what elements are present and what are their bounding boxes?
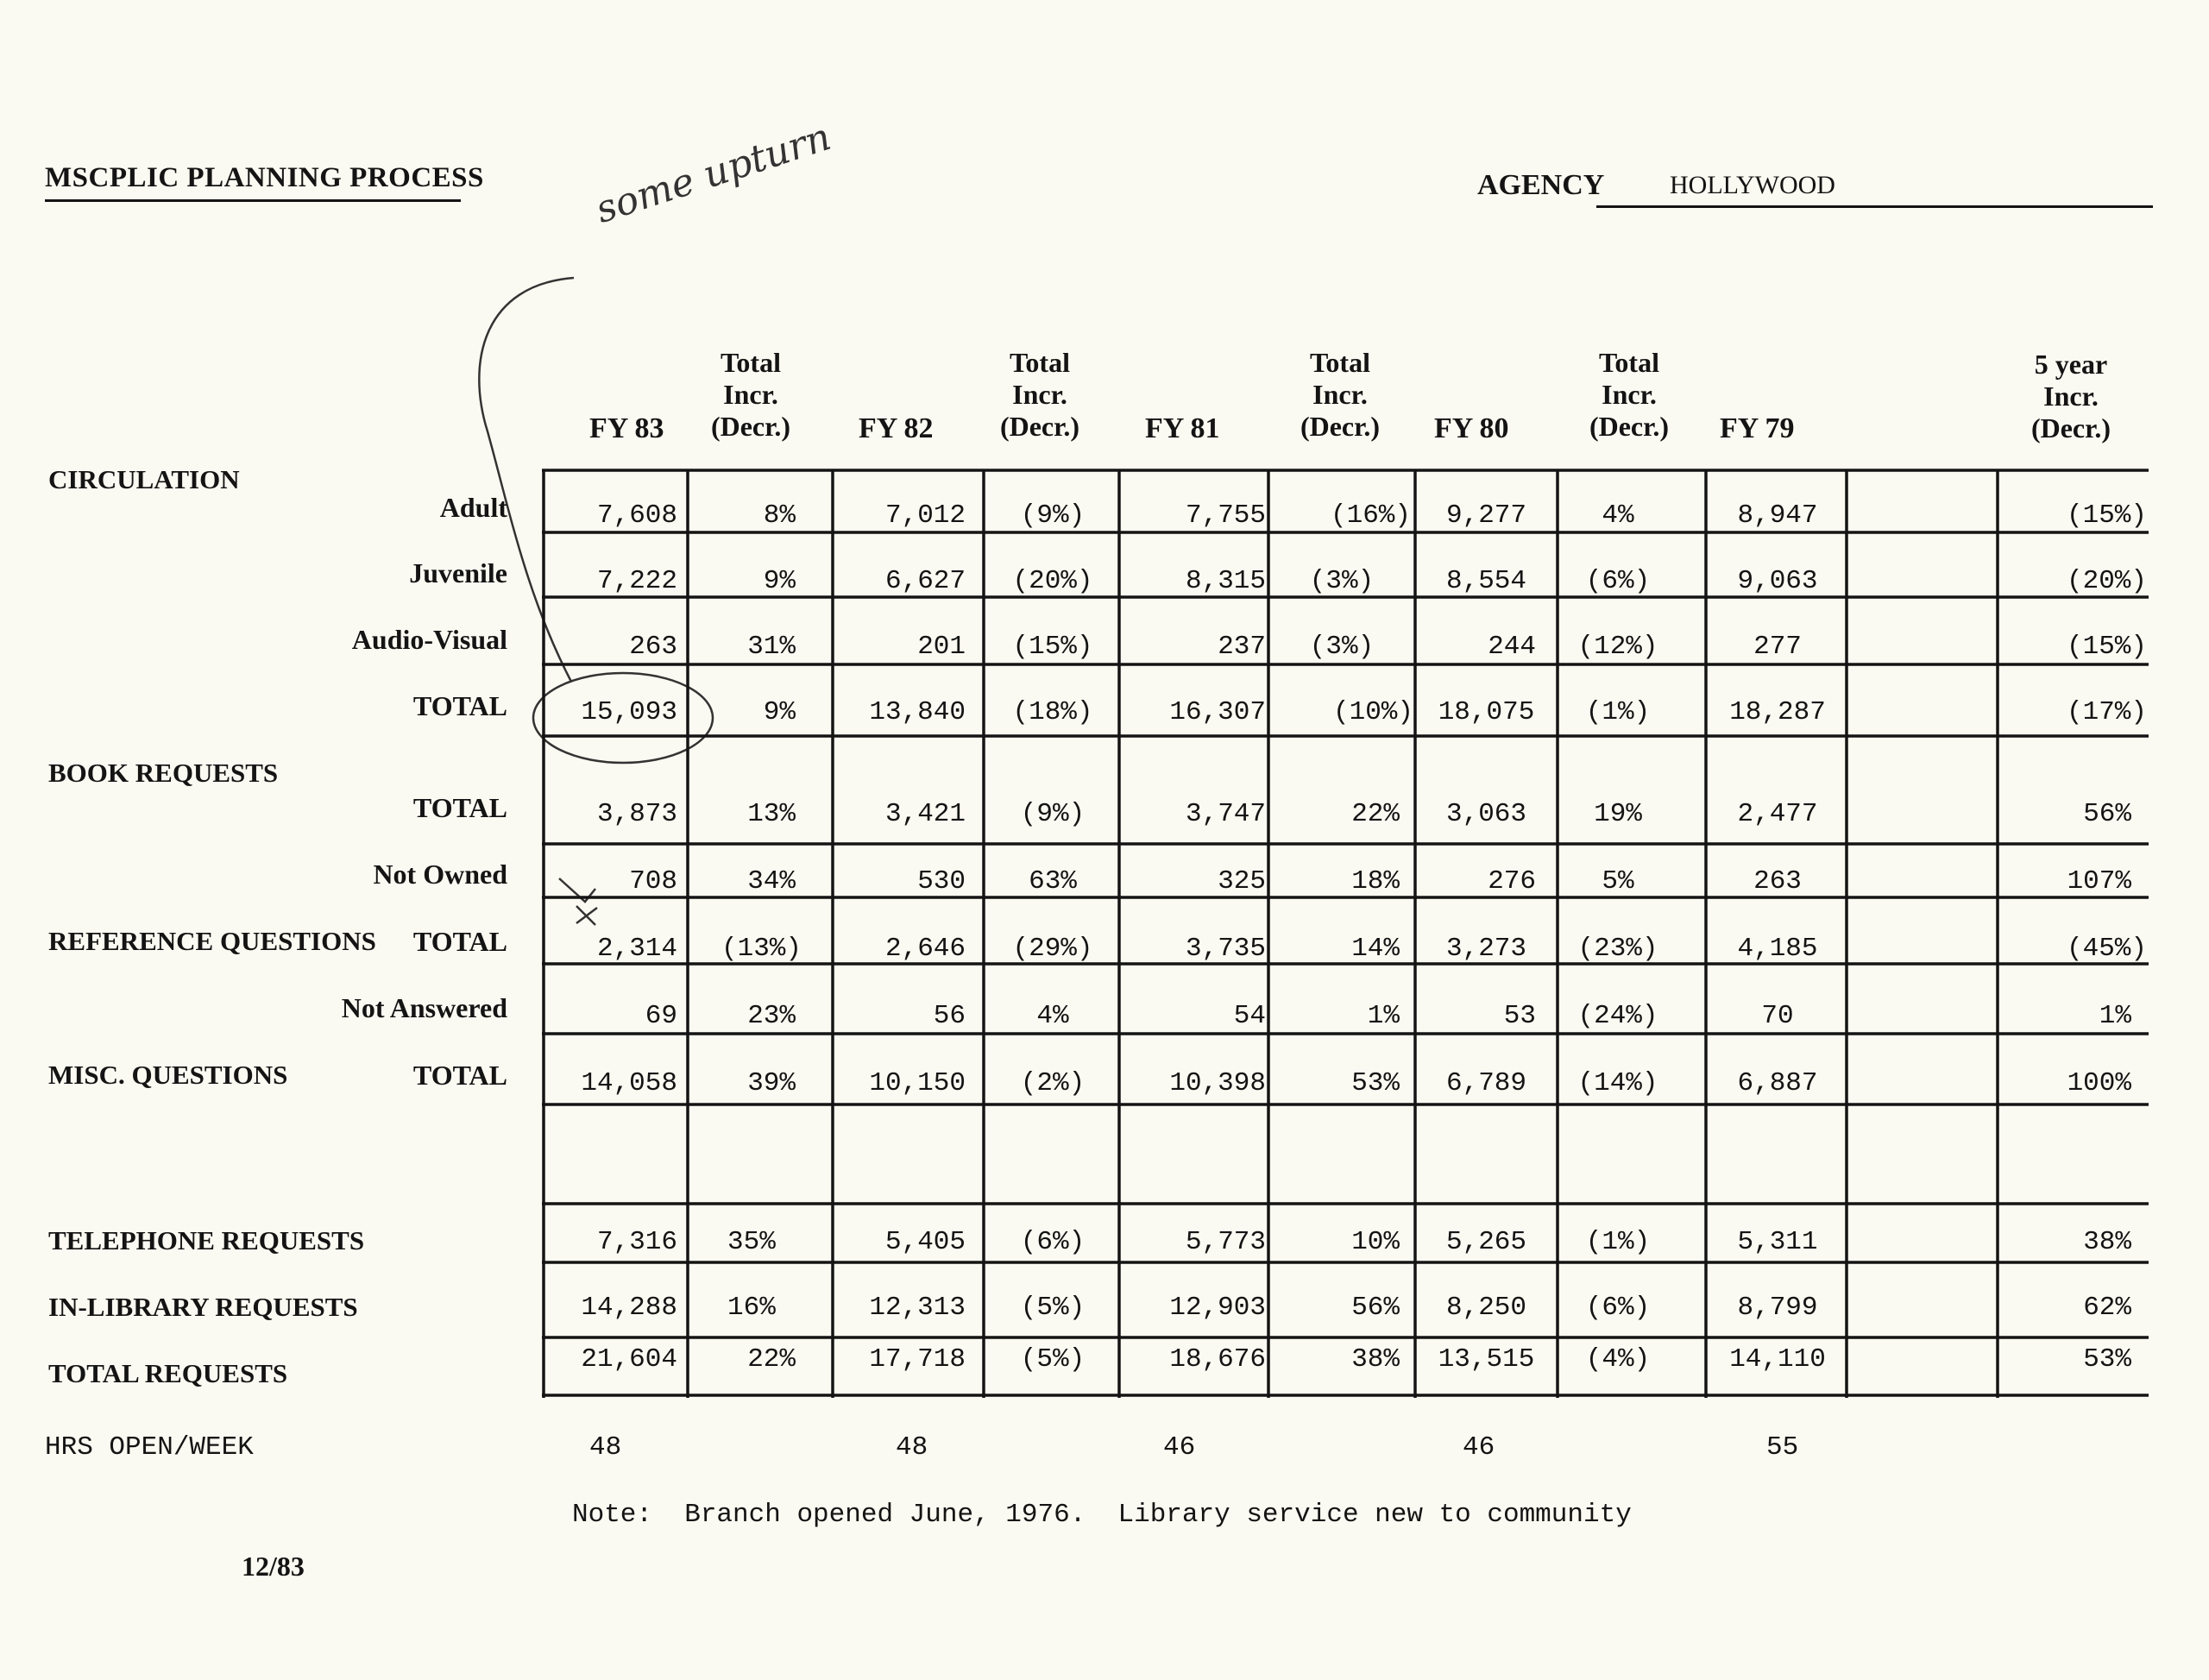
header-incr-4-line2: Incr. [1602, 379, 1657, 410]
section-reference-questions: REFERENCE QUESTIONS [48, 926, 376, 956]
header-fy81: FY 81 [1145, 412, 1220, 444]
header-five-year-line1: 5 year [2034, 349, 2108, 380]
cell-not-answered-incr82: 4% [1036, 1001, 1069, 1031]
cell-misc-total-fy83: 14,058 [581, 1068, 677, 1098]
cell-av-fy81: 237 [1218, 632, 1266, 662]
cell-book-total-fy79: 2,477 [1737, 799, 1818, 829]
cell-in-library-incr82: (5%) [1020, 1293, 1086, 1323]
agency-label: AGENCY [1477, 169, 1605, 201]
cell-av-fy79: 277 [1753, 632, 1802, 662]
section-circulation: CIRCULATION [48, 464, 240, 494]
cell-in-library-incr80: (6%) [1585, 1293, 1651, 1323]
section-book-requests: BOOK REQUESTS [48, 758, 279, 788]
header-five-year-line3: (Decr.) [2030, 412, 2111, 444]
cell-not-owned-incr80: 5% [1602, 866, 1634, 897]
cell-juvenile-incr83: 9% [763, 566, 796, 596]
cell-juvenile-incr81: (3%) [1309, 566, 1375, 596]
cell-in-library-fy80: 8,250 [1445, 1293, 1526, 1323]
cell-book-total-fy81: 3,747 [1185, 799, 1266, 829]
cell-ref-total-fy79: 4,185 [1737, 934, 1818, 964]
row-label-misc-total: TOTAL [412, 1060, 507, 1091]
cell-circ-total-incr80: (1%) [1585, 697, 1651, 727]
cell-juvenile-incr82: (20%) [1012, 566, 1093, 596]
cell-in-library-incr81: 56% [1351, 1293, 1400, 1323]
row-label-reference-total: TOTAL [412, 926, 507, 957]
cell-not-answered-incr81: 1% [1367, 1001, 1400, 1031]
cell-not-owned-fy83: 708 [629, 866, 677, 897]
header-incr-4-line1: Total [1599, 347, 1659, 378]
cell-circ-total-fy79: 18,287 [1729, 697, 1826, 727]
cell-av-incr80: (12%) [1577, 632, 1658, 662]
header-incr-1-line1: Total [721, 347, 781, 378]
cell-total-requests-incr83: 22% [747, 1344, 796, 1375]
cell-misc-total-incr80: (14%) [1577, 1068, 1658, 1098]
cell-in-library-fy81: 12,903 [1169, 1293, 1266, 1323]
row-label-book-total: TOTAL [412, 792, 507, 823]
cell-book-total-incr82: (9%) [1020, 799, 1086, 829]
footnote: Note: Branch opened June, 1976. Library service new to community [572, 1500, 1632, 1530]
cell-juvenile-fy82: 6,627 [884, 566, 966, 596]
cell-ref-total-fy80: 3,273 [1445, 934, 1526, 964]
cell-telephone-fy81: 5,773 [1185, 1227, 1266, 1257]
hours-fy81: 46 [1163, 1432, 1196, 1463]
cell-telephone-incr83: 35% [727, 1227, 776, 1257]
cell-juvenile-5yr: (20%) [2066, 566, 2147, 596]
cell-misc-total-fy82: 10,150 [869, 1068, 966, 1098]
cell-telephone-5yr: 38% [2083, 1227, 2131, 1257]
header-incr-2-line3: (Decr.) [999, 411, 1080, 442]
row-label-not-answered: Not Answered [341, 992, 507, 1023]
cell-not-owned-incr81: 18% [1351, 866, 1400, 897]
cell-circ-total-fy80: 18,075 [1438, 697, 1535, 727]
row-label-circulation-total: TOTAL [412, 690, 507, 721]
cell-ref-total-fy82: 2,646 [884, 934, 966, 964]
cell-circ-total-incr82: (18%) [1012, 697, 1093, 727]
cell-misc-total-fy79: 6,887 [1737, 1068, 1818, 1098]
header-five-year-line2: Incr. [2043, 381, 2099, 412]
cell-ref-total-incr81: 14% [1351, 934, 1400, 964]
cell-total-requests-fy83: 21,604 [581, 1344, 677, 1375]
cell-av-incr83: 31% [747, 632, 796, 662]
cell-juvenile-fy79: 9,063 [1737, 566, 1818, 596]
cell-not-answered-incr83: 23% [747, 1001, 796, 1031]
cell-not-answered-5yr: 1% [2099, 1001, 2131, 1031]
cell-juvenile-fy83: 7,222 [596, 566, 677, 596]
header-fy79: FY 79 [1720, 412, 1795, 444]
cell-av-5yr: (15%) [2066, 632, 2147, 662]
cell-not-owned-fy79: 263 [1753, 866, 1802, 897]
cell-misc-total-incr82: (2%) [1020, 1068, 1086, 1098]
cell-not-answered-fy83: 69 [645, 1001, 677, 1031]
cell-adult-incr80: 4% [1602, 500, 1634, 531]
cell-total-requests-incr82: (5%) [1020, 1344, 1086, 1375]
cell-telephone-incr82: (6%) [1020, 1227, 1086, 1257]
cell-juvenile-fy81: 8,315 [1185, 566, 1266, 596]
cell-telephone-fy79: 5,311 [1737, 1227, 1818, 1257]
row-label-not-owned: Not Owned [373, 859, 507, 890]
cell-adult-fy79: 8,947 [1737, 500, 1818, 531]
cell-total-requests-5yr: 53% [2083, 1344, 2131, 1375]
cell-book-total-5yr: 56% [2083, 799, 2131, 829]
cell-av-incr81: (3%) [1309, 632, 1375, 662]
cell-adult-fy80: 9,277 [1445, 500, 1526, 531]
cell-adult-incr81: (16%) [1330, 500, 1411, 531]
header-incr-3-line1: Total [1310, 347, 1370, 378]
cell-av-fy82: 201 [917, 632, 966, 662]
cell-circ-total-fy82: 13,840 [869, 697, 966, 727]
cell-total-requests-incr81: 38% [1351, 1344, 1400, 1375]
cell-total-requests-fy79: 14,110 [1729, 1344, 1826, 1375]
header-incr-1-line3: (Decr.) [710, 411, 791, 442]
cell-not-owned-fy82: 530 [917, 866, 966, 897]
cell-telephone-incr81: 10% [1351, 1227, 1400, 1257]
header-incr-2-line2: Incr. [1012, 379, 1067, 410]
cell-adult-fy83: 7,608 [596, 500, 677, 531]
cell-ref-total-incr83: (13%) [721, 934, 802, 964]
cell-av-incr82: (15%) [1012, 632, 1093, 662]
agency-value: HOLLYWOOD [1670, 171, 1835, 199]
cell-not-answered-fy79: 70 [1761, 1001, 1794, 1031]
header-incr-3-line2: Incr. [1312, 379, 1368, 410]
handwritten-note: some upturn [590, 115, 836, 232]
cell-adult-incr83: 8% [763, 500, 796, 531]
section-total-requests: TOTAL REQUESTS [48, 1358, 288, 1388]
cell-total-requests-fy82: 17,718 [869, 1344, 966, 1375]
cell-adult-5yr: (15%) [2066, 500, 2147, 531]
cell-not-owned-incr82: 63% [1029, 866, 1077, 897]
cell-book-total-incr81: 22% [1351, 799, 1400, 829]
cell-av-fy83: 263 [629, 632, 677, 662]
cell-misc-total-fy80: 6,789 [1445, 1068, 1526, 1098]
cell-in-library-5yr: 62% [2083, 1293, 2131, 1323]
cell-misc-total-incr81: 53% [1351, 1068, 1400, 1098]
cell-not-answered-fy82: 56 [933, 1001, 966, 1031]
hours-fy82: 48 [896, 1432, 928, 1463]
cell-ref-total-5yr: (45%) [2066, 934, 2147, 964]
header-fy80: FY 80 [1434, 412, 1509, 444]
cell-not-owned-fy80: 276 [1488, 866, 1536, 897]
cell-book-total-incr80: 19% [1594, 799, 1642, 829]
cell-ref-total-fy83: 2,314 [596, 934, 677, 964]
cell-circ-total-incr81: (10%) [1332, 697, 1413, 727]
hours-fy79: 55 [1766, 1432, 1799, 1463]
section-in-library-requests: IN-LIBRARY REQUESTS [48, 1292, 358, 1322]
cell-circ-total-fy83: 15,093 [581, 697, 677, 727]
cell-book-total-fy80: 3,063 [1445, 799, 1526, 829]
hours-fy80: 46 [1463, 1432, 1495, 1463]
section-telephone-requests: TELEPHONE REQUESTS [48, 1225, 365, 1255]
cell-not-owned-5yr: 107% [2067, 866, 2131, 897]
cell-total-requests-fy81: 18,676 [1169, 1344, 1266, 1375]
cell-book-total-incr83: 13% [747, 799, 796, 829]
cell-in-library-fy82: 12,313 [869, 1293, 966, 1323]
cell-ref-total-incr82: (29%) [1012, 934, 1093, 964]
cell-not-answered-fy81: 54 [1233, 1001, 1266, 1031]
header-incr-2-line1: Total [1010, 347, 1070, 378]
cell-telephone-fy83: 7,316 [596, 1227, 677, 1257]
header-incr-4-line3: (Decr.) [1589, 411, 1670, 442]
header-fy82: FY 82 [859, 412, 934, 444]
cell-telephone-incr80: (1%) [1585, 1227, 1651, 1257]
cell-misc-total-fy81: 10,398 [1169, 1068, 1266, 1098]
cell-in-library-fy79: 8,799 [1737, 1293, 1818, 1323]
cell-misc-total-incr83: 39% [747, 1068, 796, 1098]
cell-circ-total-fy81: 16,307 [1169, 697, 1266, 727]
cell-total-requests-incr80: (4%) [1585, 1344, 1651, 1375]
header-incr-3-line3: (Decr.) [1300, 411, 1381, 442]
section-misc-questions: MISC. QUESTIONS [48, 1060, 288, 1090]
cell-not-owned-fy81: 325 [1218, 866, 1266, 897]
cell-adult-fy81: 7,755 [1185, 500, 1266, 531]
row-label-juvenile: Juvenile [409, 557, 507, 588]
row-label-adult: Adult [439, 492, 507, 523]
cell-book-total-fy82: 3,421 [884, 799, 966, 829]
cell-total-requests-fy80: 13,515 [1438, 1344, 1535, 1375]
document-title: MSCPLIC PLANNING PROCESS [45, 162, 484, 193]
cell-adult-fy82: 7,012 [884, 500, 966, 531]
cell-ref-total-incr80: (23%) [1577, 934, 1658, 964]
cell-not-answered-incr80: (24%) [1577, 1001, 1658, 1031]
cell-telephone-fy82: 5,405 [884, 1227, 966, 1257]
header-incr-1-line2: Incr. [723, 379, 778, 410]
cell-av-fy80: 244 [1488, 632, 1536, 662]
cell-circ-total-incr83: 9% [763, 697, 796, 727]
cell-in-library-fy83: 14,288 [581, 1293, 677, 1323]
cell-ref-total-fy81: 3,735 [1185, 934, 1266, 964]
cell-juvenile-fy80: 8,554 [1445, 566, 1526, 596]
cell-misc-total-5yr: 100% [2067, 1068, 2131, 1098]
cell-book-total-fy83: 3,873 [596, 799, 677, 829]
row-label-audio-visual: Audio-Visual [351, 624, 507, 655]
date-code: 12/83 [242, 1551, 305, 1582]
cell-telephone-fy80: 5,265 [1445, 1227, 1526, 1257]
cell-adult-incr82: (9%) [1020, 500, 1086, 531]
cell-not-answered-fy80: 53 [1503, 1001, 1536, 1031]
hours-fy83: 48 [589, 1432, 622, 1463]
header-fy83: FY 83 [589, 412, 664, 444]
cell-juvenile-incr80: (6%) [1585, 566, 1651, 596]
cell-circ-total-5yr: (17%) [2066, 697, 2147, 727]
cell-not-owned-incr83: 34% [747, 866, 796, 897]
cell-in-library-incr83: 16% [727, 1293, 776, 1323]
hours-open-label: HRS OPEN/WEEK [45, 1432, 254, 1463]
